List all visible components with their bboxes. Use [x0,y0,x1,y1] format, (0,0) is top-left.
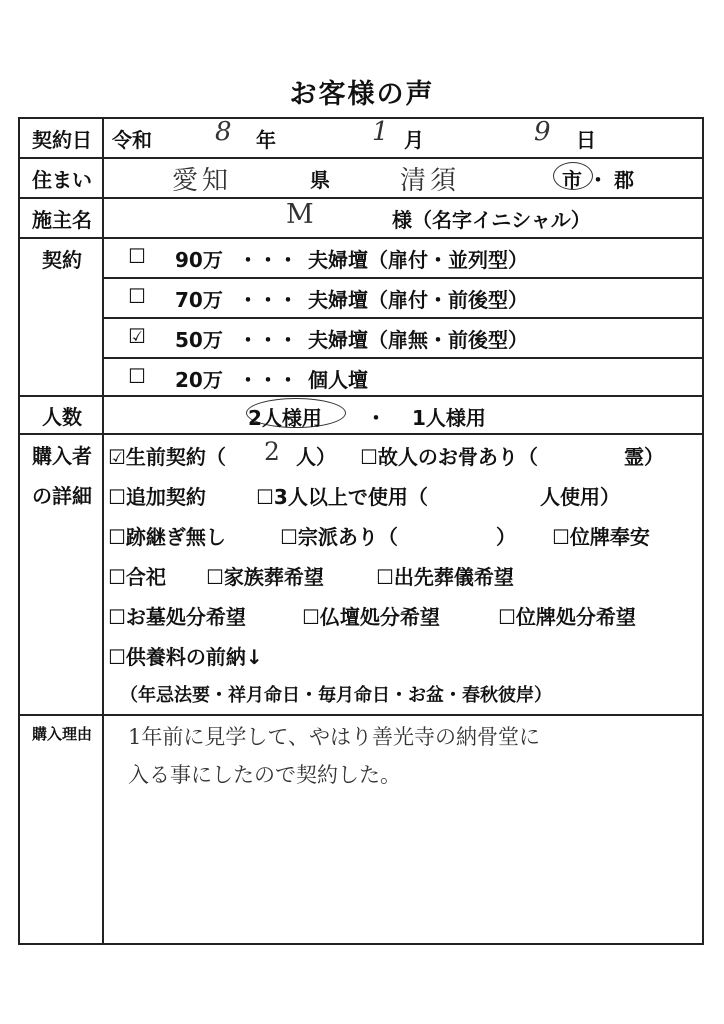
detail-living-contract-end: 人） [296,445,336,469]
address-label: 住まい [32,168,92,192]
prefecture-value: 愛知 [172,166,233,196]
detail-grave-disposal: ☐お墓処分希望 [108,605,246,629]
year-value: 8 [215,117,232,147]
detail-ihai-enshrinement: ☐位牌奉安 [552,525,650,549]
detail-three-plus-end: 人使用） [540,485,620,509]
contract-option-price: 20万 [175,368,223,392]
month-unit: 月 [404,128,424,152]
contract-option-price: 50万 [175,328,223,352]
contract-option-price: 90万 [175,248,223,272]
contract-option-desc: 夫婦壇（扉無・前後型） [308,328,528,352]
contract-date-label: 契約日 [32,128,92,152]
contract-option-price: 70万 [175,288,223,312]
detail-three-plus: ☐3人以上で使用（ [256,485,428,509]
client-name-label: 施主名 [32,208,92,232]
client-initial-value: M [286,199,314,230]
city-value: 清須 [400,166,461,196]
label-column-divider [102,119,104,943]
contract-option-divider [104,357,702,359]
contract-option-dots: ・・・ [238,288,298,312]
contract-option-checkbox: ☐ [128,284,146,308]
contract-option-dots: ・・・ [238,328,298,352]
county-option: 郡 [614,168,634,192]
detail-sect: ☐宗派あり（ [280,525,398,549]
detail-remains: ☐故人のお骨あり（ [360,445,538,469]
contract-option-dots: ・・・ [238,248,298,272]
detail-prepaid-memorial: ☐供養料の前納↓ [108,645,263,669]
purchase-reason-label: 購入理由 [31,725,92,743]
city-option: 市 [562,168,582,192]
contract-option-desc: 個人壇 [308,368,368,392]
contract-option-desc: 夫婦壇（扉付・前後型） [308,288,528,312]
buyer-details-label-line2: の詳細 [32,484,92,508]
detail-living-contract: ☑生前契約（ [108,445,226,469]
era-text: 令和 [112,128,152,152]
row-divider [20,157,702,159]
buyer-details-label-line1: 購入者 [32,444,92,468]
people-option-one: 1人様用 [412,406,486,430]
detail-altar-disposal: ☐仏壇処分希望 [302,605,440,629]
contract-option-checkbox: ☐ [128,364,146,388]
row-divider [20,197,702,199]
row-divider [20,237,702,239]
detail-no-successor: ☐跡継ぎ無し [108,525,226,549]
contract-option-divider [104,277,702,279]
day-value: 9 [534,117,551,147]
detail-family-funeral: ☐家族葬希望 [206,565,324,589]
detail-additional-contract: ☐追加契約 [108,485,206,509]
row-divider [20,395,702,397]
people-separator: ・ [366,406,386,430]
contract-option-desc: 夫婦壇（扉付・並列型） [308,248,528,272]
page-title: お客様の声 [289,79,435,110]
contract-option-checkbox: ☑ [128,324,146,348]
purchase-reason-line1: 1年前に見学して、やはり善光寺の納骨堂に [128,725,540,749]
detail-living-contract-count: 2 [264,437,280,466]
contract-option-checkbox: ☐ [128,244,146,268]
customer-voice-form [18,117,704,945]
prefecture-unit: 県 [310,168,330,192]
row-divider [20,433,702,435]
row-divider [20,714,702,716]
day-unit: 日 [576,128,596,152]
people-count-label: 人数 [42,405,82,429]
month-value: 1 [372,117,389,147]
contract-option-dots: ・・・ [238,368,298,392]
contract-option-divider [104,317,702,319]
detail-memorial-occasions: （年忌法要・祥月命日・毎月命日・お盆・春秋彼岸） [120,685,552,706]
year-unit: 年 [256,128,276,152]
detail-remote-funeral: ☐出先葬儀希望 [376,565,514,589]
client-name-suffix: 様（名字イニシャル） [392,208,591,232]
detail-remains-end: 霊） [624,445,664,469]
people-option-two: 2人様用 [248,406,322,430]
contract-label: 契約 [42,248,82,272]
purchase-reason-line2: 入る事にしたので契約した。 [128,763,401,787]
detail-ihai-disposal: ☐位牌処分希望 [498,605,636,629]
detail-joint-burial: ☐合祀 [108,565,166,589]
detail-sect-end: ） [496,525,516,549]
address-separator: ・ [588,168,608,192]
